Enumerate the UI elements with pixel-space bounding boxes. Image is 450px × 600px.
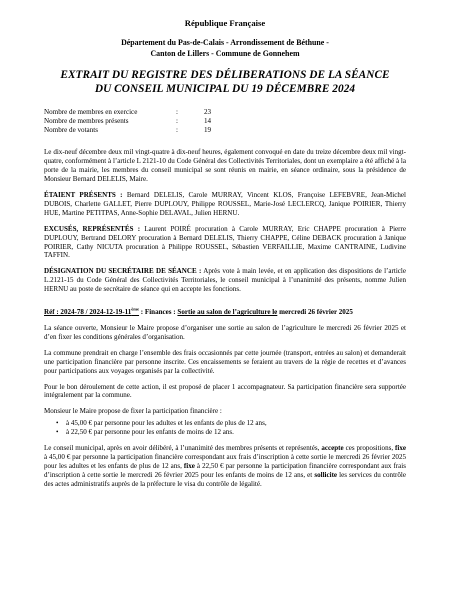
reference-subject: Sortie au salon de l’agriculture le bbox=[177, 308, 278, 317]
reference-date: mercredi 26 février 2025 bbox=[277, 308, 353, 317]
title-line-1: EXTRAIT DU REGISTRE DES DÉLIBERATIONS DE LA SÉANCE bbox=[60, 69, 390, 81]
list-item: • à 45,00 € par personne pour les adultes et les enfants de plus de 12 ans, bbox=[66, 419, 406, 428]
members-value: 23 bbox=[204, 108, 212, 116]
accepts-word: accepte bbox=[321, 444, 344, 453]
document-title bbox=[44, 69, 406, 96]
members-count-table bbox=[44, 108, 406, 134]
members-row bbox=[44, 117, 406, 126]
opening-paragraph: La séance ouverte, Monsieur le Maire propose d’organiser une sortie au salon de l’agriculture le mercredi 26 février 2025 et d’en fixer les conditions générales d’organisation. bbox=[44, 323, 406, 341]
reference-category: : Finances : bbox=[139, 308, 178, 317]
department-heading bbox=[44, 38, 406, 59]
department-line-1: Département du Pas-de-Calais - Arrondissement de Béthune - bbox=[121, 38, 329, 47]
secretary-text: Après vote à main levée, et en application des dispositions de l’article L.2121-15 du Code Général des Collectivités Territoriales, le conseil municipal à l’unanimité des présents, nomme Julien HERNU au poste de secrétaire de séance qui en accepte les fonctions. bbox=[44, 267, 407, 294]
present-list: Bernard DELELIS, Carole MURRAY, Vincent KLOS, Françoise LEFEBVRE, Jean-Michel DUBOIS, Charlette GALLET, Pierre DUPLOUY, Philippe ROUSSEL, Marie-José LECLERCQ, Janique POIRIER, Thierry HUE, Martine PETITPAS, Anne-Sophie DELAVAL, Julien HERNU. bbox=[44, 191, 406, 217]
deliberation-reference bbox=[44, 308, 406, 317]
members-colon: : bbox=[176, 108, 178, 116]
session-intro-paragraph: Le dix-neuf décembre deux mil vingt-quatre à dix-neuf heures, également convoqué en date du treize décembre deux mil vingt-quatre, conformément à l’article L 2121-10 du Code Général des Collectivités Territoriales, dont un exemplaire a été affiché à la porte de la mairie, les membres du conseil municipal se sont réunis en mairie, en séance ordinaire, sous la présidence de Monsieur Bernard DELELIS, Maire. bbox=[44, 148, 406, 184]
members-colon: : bbox=[176, 125, 178, 134]
accompanist-paragraph: Pour le bon déroulement de cette action, il est proposé de placer 1 accompagnateur. Sa participation financière sera supportée intégralement par la commune. bbox=[44, 382, 406, 400]
participation-list bbox=[44, 419, 406, 437]
republic-heading: République Française bbox=[184, 18, 266, 28]
excused-list: Laurent POIRÉ procuration à Carole MURRAY, Eric CHAPPE procuration à Pierre DUPLOUY, Bertrand DELORY procuration à Bernard DELELIS, Thierry CHAPPE, Céline DEBACK procuration à Janique POIRIER, Cathy NICUTA procuration à Philippe ROUSSEL, Sébastien VERFAILLIE, Maxime CANTRAINE, Ludivine TAFFIN. bbox=[44, 224, 406, 260]
members-colon: : bbox=[176, 116, 178, 125]
title-line-2: DU CONSEIL MUNICIPAL DU 19 DÉCEMBRE 2024 bbox=[94, 82, 356, 95]
costs-paragraph: La commune prendrait en charge l’ensemble des frais occasionnés par cette journée (transport, entrées au salon) et demanderait une participation financière par personne inscrite. Ces encaissements se feraient au travers de la régie de recettes et d’avances pour participations aux voyages organisés par la collectivité. bbox=[44, 348, 406, 375]
members-row bbox=[44, 126, 406, 135]
fixes-word: fixe bbox=[183, 462, 195, 471]
reference-number: Réf : 2024-78 / 2024-12-19-11ème bbox=[44, 306, 140, 317]
members-value: 19 bbox=[204, 125, 212, 134]
members-label: Nombre de membres présents bbox=[44, 116, 129, 125]
present-label: ÉTAIENT PRÉSENTS : bbox=[44, 191, 123, 200]
excused-members-paragraph bbox=[44, 225, 406, 261]
members-value: 14 bbox=[204, 116, 212, 125]
secretary-paragraph bbox=[44, 267, 406, 294]
department-line-2: Canton de Lillers - Commune de Gonnehem bbox=[150, 48, 300, 58]
requests-word: sollicite bbox=[314, 470, 338, 479]
members-row bbox=[44, 108, 406, 117]
members-label: Nombre de votants bbox=[44, 125, 98, 134]
decision-paragraph: Le conseil municipal, après en avoir délibéré, à l’unanimité des membres présents et représentés, accepte ces propositions, fixe à 45,00 € par personne la participation financière correspondant aux frais d’inscription à cette sortie le mercredi 26 février 2025 pour les adultes et les enfants de plus de 12 ans, fixe à 22,50 € par personne la participation financière correspondant aux frais d’inscription à cette sortie le mercredi 26 février 2025 pour les enfants de moins de 12 ans, et sollicite les services du contrôle des actes administratifs auprès de la préfecture le visa du contrôle de légalité. bbox=[44, 444, 407, 488]
list-item: • à 22,50 € par personne pour les enfants de moins de 12 ans. bbox=[66, 428, 406, 437]
secretary-label: DÉSIGNATION DU SECRÉTAIRE DE SÉANCE : bbox=[44, 267, 202, 276]
proposal-paragraph: Monsieur le Maire propose de fixer la participation financière : bbox=[44, 407, 222, 416]
members-label: Nombre de membres en exercice bbox=[44, 108, 138, 116]
present-members-paragraph bbox=[44, 191, 406, 218]
excused-label: EXCUSÉS, REPRÉSENTÉS : bbox=[44, 224, 141, 233]
fixes-word: fixe bbox=[395, 444, 407, 453]
